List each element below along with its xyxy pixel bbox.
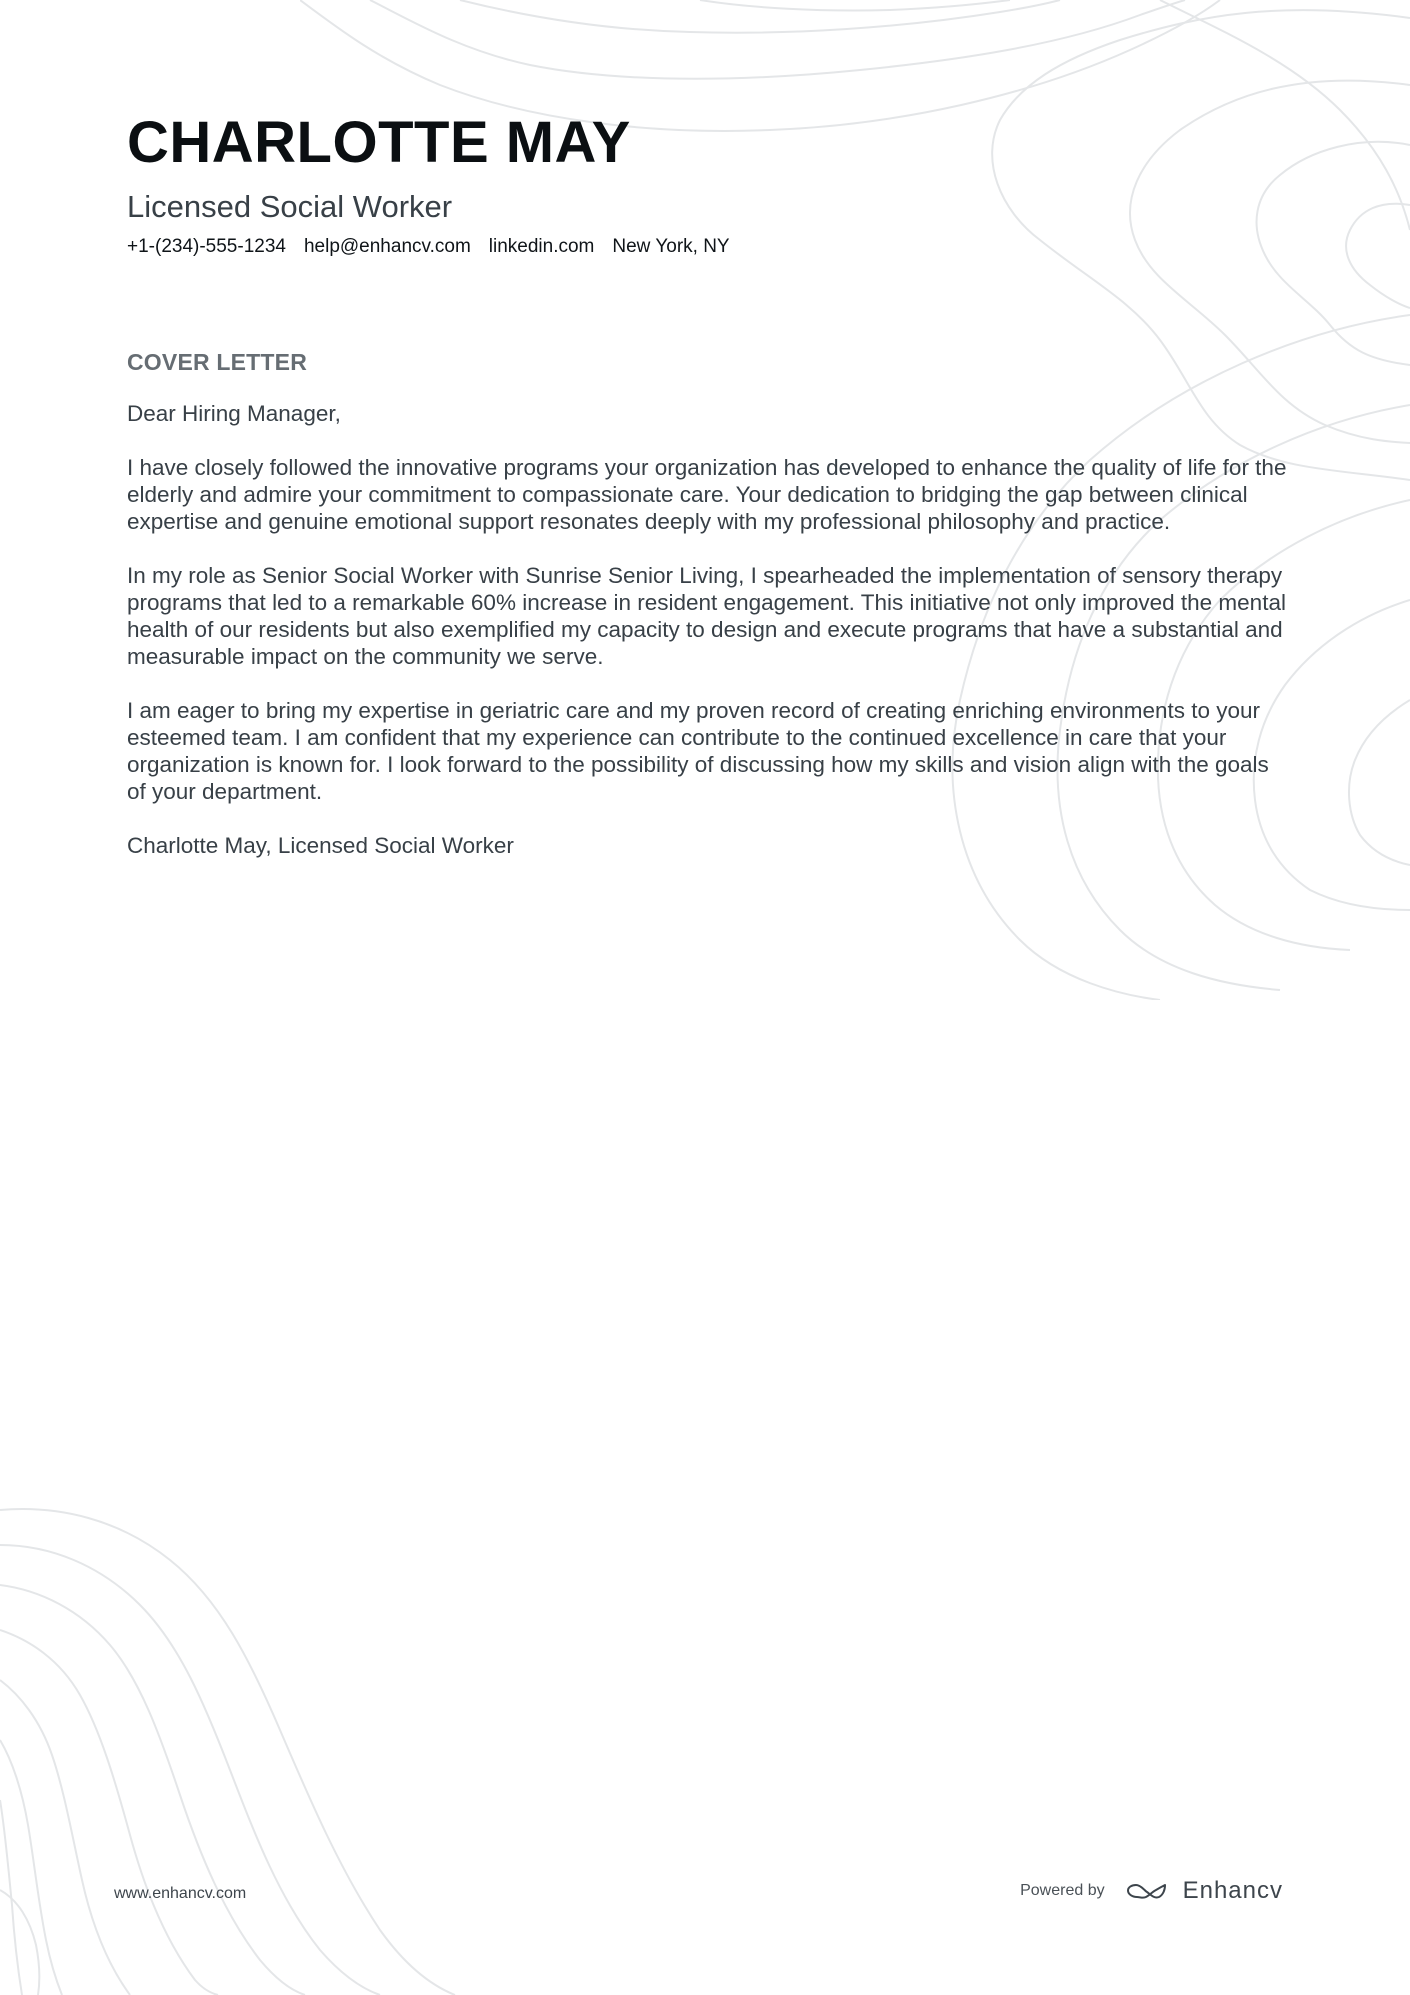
bottom-contour-decoration <box>0 1500 480 1995</box>
powered-by-label: Powered by <box>1020 1882 1105 1899</box>
contact-location: New York, NY <box>612 236 730 257</box>
section-title: COVER LETTER <box>127 349 308 375</box>
contact-email: help@enhancv.com <box>303 236 471 257</box>
brand-link[interactable] <box>1123 1877 1283 1905</box>
letter-content <box>127 108 1287 886</box>
letter-paragraph-1: I have closely followed the innovative programs your organization has developed to enhance the quality of life for the elderly and admire your commitment to compassionate care. Your dedication to bridging the gap between clinical expertise and genuine emotional support resonates deeply with my professional philosophy and practice. <box>127 455 1287 534</box>
letter-paragraph-3: I am eager to bring my expertise in geriatric care and my proven record of creating enriching environments to your esteemed team. I am confident that my experience can contribute to the continued excellence in care that your organization is known for. I look forward to the possibility of discussing how my skills and vision align with the goals of your department. <box>127 698 1269 804</box>
enhancv-logo-icon <box>1123 1879 1169 1903</box>
applicant-title: Licensed Social Worker <box>127 189 453 224</box>
letter-greeting: Dear Hiring Manager, <box>127 401 341 426</box>
letter-paragraph-2: In my role as Senior Social Worker with Sunrise Senior Living, I spearheaded the implementation of sensory therapy programs that led to a remarkable 60% increase in resident engagement. This initiative not only improved the mental health of our residents but also exemplified my capacity to design and execute programs that have a substantial and measurable impact on the community we serve. <box>127 563 1286 669</box>
footer-branding <box>1020 1877 1283 1905</box>
letter-body <box>127 400 1287 859</box>
letter-signature: Charlotte May, Licensed Social Worker <box>127 833 514 858</box>
brand-name: Enhancv <box>1182 1877 1283 1904</box>
contact-info <box>127 235 1287 259</box>
contact-phone: +1-(234)-555-1234 <box>127 236 286 257</box>
applicant-name: CHARLOTTE MAY <box>127 110 631 175</box>
contact-linkedin: linkedin.com <box>488 236 595 257</box>
footer-website[interactable]: www.enhancv.com <box>114 1885 247 1902</box>
